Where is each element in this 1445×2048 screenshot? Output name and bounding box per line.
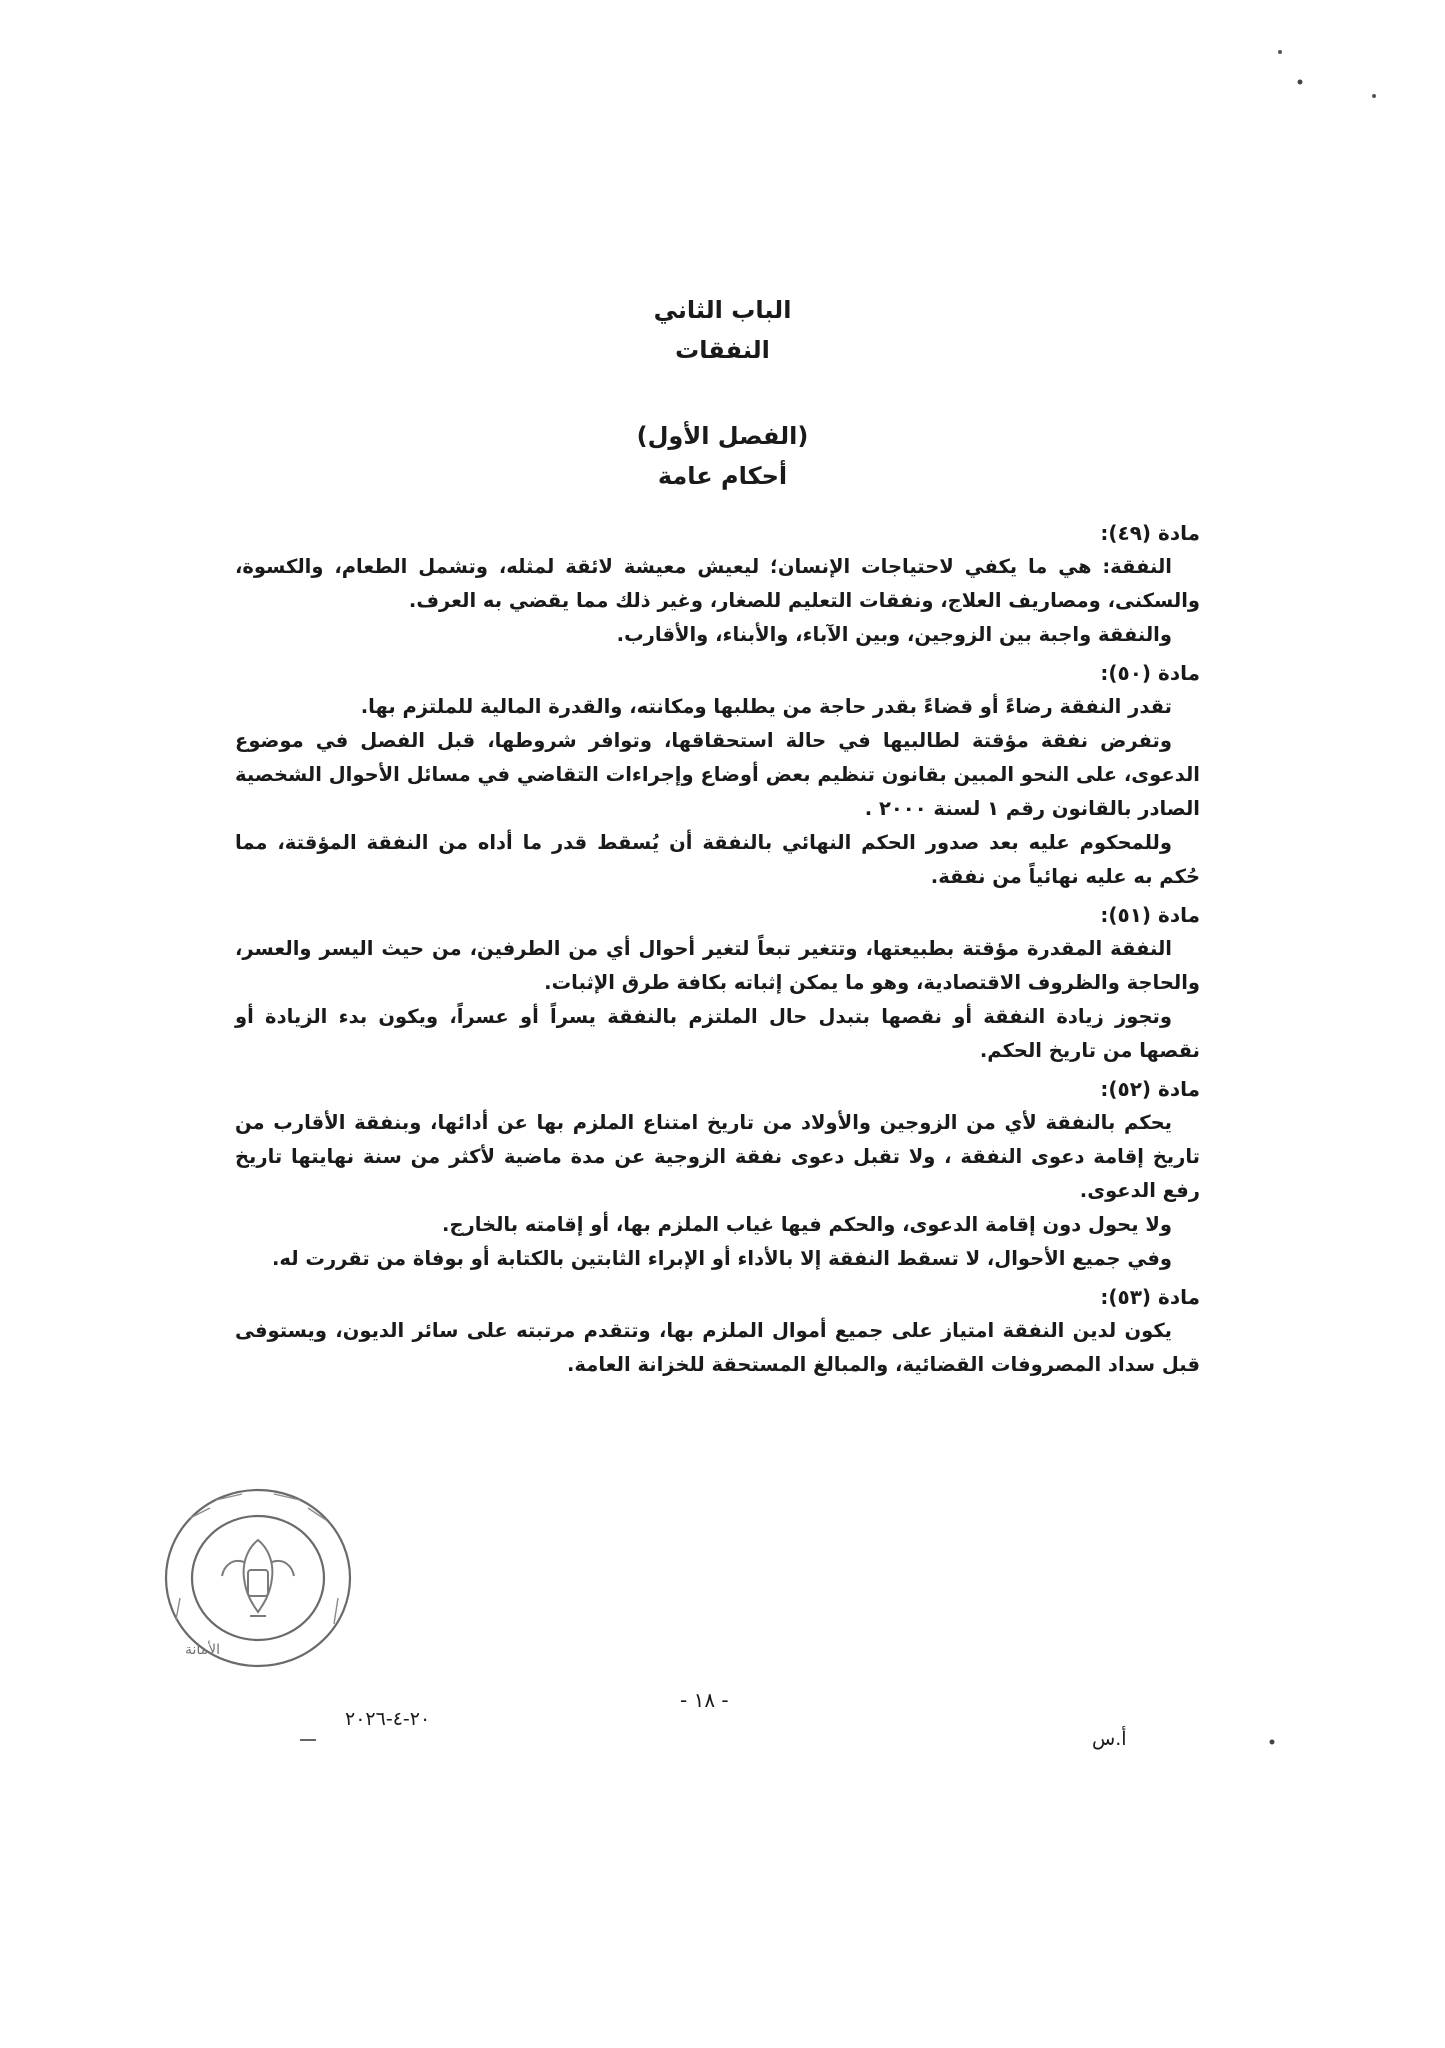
part-title: النفقات [675, 336, 770, 364]
document-body [235, 516, 1200, 1382]
article-paragraph: وللمحكوم عليه بعد صدور الحكم النهائي بالنفقة أن يُسقط قدر ما أداه من النفقة المؤقتة، مما حُكم به عليه نهائياً من نفقة. [235, 831, 1200, 888]
part-heading: الباب الثاني [653, 296, 792, 324]
article-heading: مادة (٥٠): [1100, 661, 1200, 685]
seal-text: الأمانة [184, 1642, 220, 1658]
official-seal-stamp [150, 1478, 360, 1678]
article-paragraph: يحكم بالنفقة لأي من الزوجين والأولاد من تاريخ امتناع الملزم بها عن أدائها، وبنفقة الأقارب من تاريخ إقامة دعوى النفقة ، ولا تقبل دعوى نفقة الزوجية عن مدة ماضية لأكثر من سنة نهايتها تاريخ رفع الدعوى. [235, 1111, 1200, 1202]
article [235, 656, 1200, 894]
article [235, 898, 1200, 1068]
article-paragraph: النفقة المقدرة مؤقتة بطبيعتها، وتتغير تبعاً لتغير أحوال أي من الطرفين، من حيث اليسر والعسر، والحاجة والظروف الاقتصادية، وهو ما يمكن إثباته بكافة طرق الإثبات. [235, 937, 1200, 994]
article-heading: مادة (٤٩): [1100, 521, 1200, 545]
article-heading: مادة (٥١): [1100, 903, 1200, 927]
document-date: ٢٠-٤-٢٠٢٦ [345, 1708, 431, 1730]
chapter-heading: (الفصل الأول) [636, 422, 809, 450]
article-paragraph: ولا يحول دون إقامة الدعوى، والحكم فيها غياب الملزم بها، أو إقامته بالخارج. [442, 1213, 1172, 1236]
article-heading: مادة (٥٣): [1100, 1285, 1200, 1309]
article [235, 1280, 1200, 1382]
article-paragraph: النفقة: هي ما يكفي لاحتياجات الإنسان؛ ليعيش معيشة لائقة لمثله، وتشمل الطعام، والكسوة، والسكنى، ومصاريف العلاج، ونفقات التعليم للصغار، وغير ذلك مما يقضي به العرف. [235, 555, 1200, 612]
article [235, 1072, 1200, 1276]
page-number: - ١٨ - [680, 1688, 729, 1712]
author-initials: أ.س [1092, 1728, 1127, 1750]
article-paragraph: يكون لدين النفقة امتياز على جميع أموال الملزم بها، وتتقدم مرتبته على سائر الديون، ويستوفى قبل سداد المصروفات القضائية، والمبالغ المستحقة للخزانة العامة. [235, 1319, 1200, 1376]
article-paragraph: وتفرض نفقة مؤقتة لطالبيها في حالة استحقاقها، وتوافر شروطها، قبل الفصل في موضوع الدعوى، على النحو المبين بقانون تنظيم بعض أوضاع وإجراءات التقاضي في مسائل الأحوال الشخصية الصادر بالقانون رقم ١ لسنة ٢٠٠٠ . [235, 729, 1200, 820]
article-paragraph: تقدر النفقة رضاءً أو قضاءً بقدر حاجة من يطلبها ومكانته، والقدرة المالية للملتزم بها. [360, 695, 1172, 718]
article-paragraph: والنفقة واجبة بين الزوجين، وبين الآباء، والأبناء، والأقارب. [616, 623, 1172, 646]
chapter-title: أحكام عامة [657, 462, 788, 490]
article [235, 516, 1200, 652]
article-paragraph: وتجوز زيادة النفقة أو نقصها بتبدل حال الملتزم بالنفقة يسراً أو عسراً، ويكون بدء الزيادة أو نقصها من تاريخ الحكم. [235, 1005, 1200, 1062]
article-paragraph: وفي جميع الأحوال، لا تسقط النفقة إلا بالأداء أو الإبراء الثابتين بالكتابة أو بوفاة من تقررت له. [272, 1247, 1172, 1270]
article-heading: مادة (٥٢): [1100, 1077, 1200, 1101]
